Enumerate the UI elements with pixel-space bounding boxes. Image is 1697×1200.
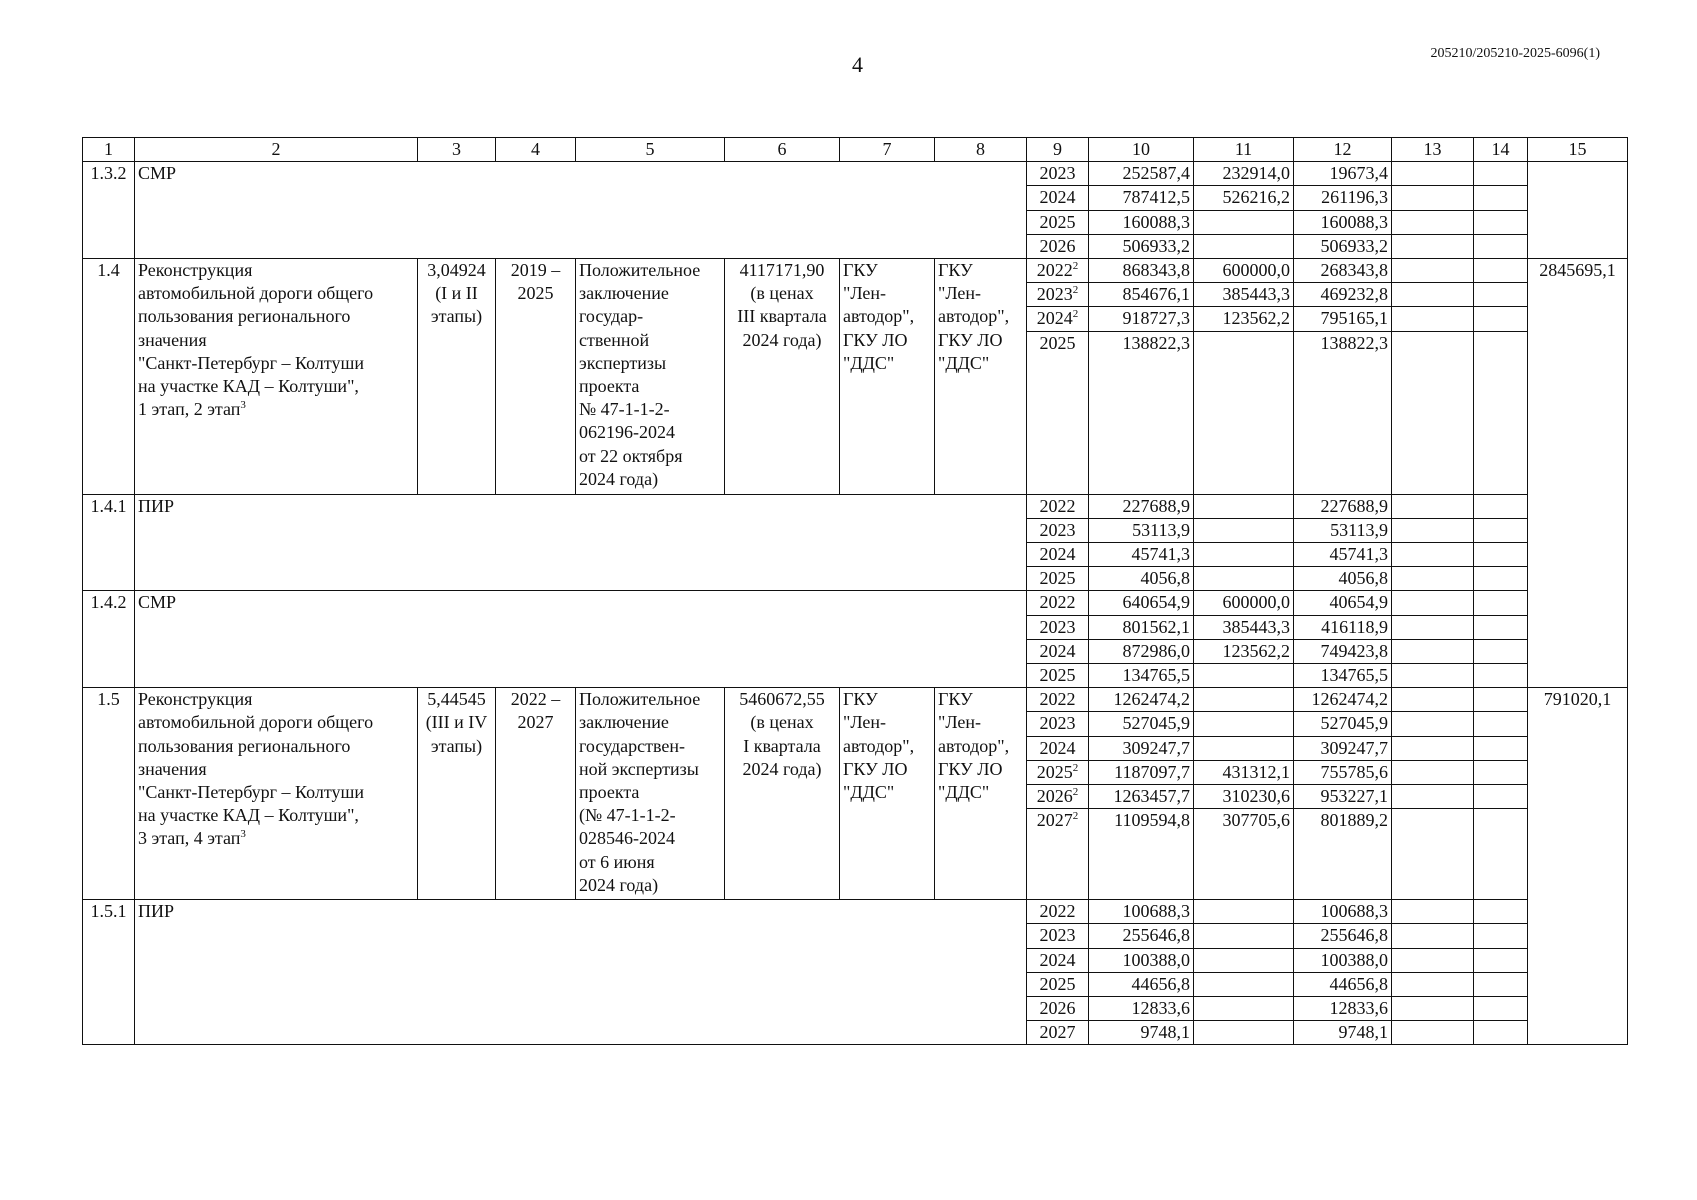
amount-c11 — [1194, 997, 1294, 1021]
amount-c13 — [1392, 591, 1474, 615]
amount-c12: 227688,9 — [1294, 494, 1392, 518]
year-cell: 2024 — [1027, 639, 1089, 663]
amount-c13 — [1392, 736, 1474, 760]
amount-c11: 600000,0 — [1194, 259, 1294, 283]
amount-c10: 918727,3 — [1089, 307, 1194, 331]
amount-c11 — [1194, 234, 1294, 258]
column-number-row — [83, 138, 1628, 162]
amount-c11 — [1194, 688, 1294, 712]
amount-c10: 134765,5 — [1089, 664, 1194, 688]
amount-c10: 1187097,7 — [1089, 760, 1194, 784]
column-number: 10 — [1089, 138, 1194, 162]
year-cell: 2024 — [1027, 186, 1089, 210]
amount-c11: 307705,6 — [1194, 809, 1294, 900]
amount-c13 — [1392, 162, 1474, 186]
amount-c12: 261196,3 — [1294, 186, 1392, 210]
amount-c11 — [1194, 712, 1294, 736]
amount-c14 — [1474, 1021, 1528, 1045]
amount-c14 — [1474, 972, 1528, 996]
column-number: 9 — [1027, 138, 1089, 162]
item-code: 1.4 — [83, 259, 135, 495]
amount-c13 — [1392, 760, 1474, 784]
amount-c13 — [1392, 331, 1474, 494]
page-number: 4 — [852, 52, 863, 77]
amount-c11: 310230,6 — [1194, 785, 1294, 809]
amount-c14 — [1474, 591, 1528, 615]
year-cell: 2023 — [1027, 615, 1089, 639]
table-row — [83, 259, 1628, 283]
amount-c14 — [1474, 307, 1528, 331]
year-cell: 2023 — [1027, 162, 1089, 186]
footnote-mark: 2 — [1072, 308, 1079, 321]
amount-c10: 100388,0 — [1089, 948, 1194, 972]
table-row — [83, 900, 1628, 924]
amount-c10: 854676,1 — [1089, 283, 1194, 307]
amount-c14 — [1474, 186, 1528, 210]
amount-c10: 801562,1 — [1089, 615, 1194, 639]
amount-c11 — [1194, 494, 1294, 518]
amount-c12: 19673,4 — [1294, 162, 1392, 186]
amount-c13 — [1392, 307, 1474, 331]
year-cell: 2022 — [1027, 900, 1089, 924]
amount-c12: 134765,5 — [1294, 664, 1392, 688]
amount-c13 — [1392, 639, 1474, 663]
column-number: 12 — [1294, 138, 1392, 162]
amount-c10: 252587,4 — [1089, 162, 1194, 186]
column-number: 3 — [418, 138, 496, 162]
amount-c13 — [1392, 972, 1474, 996]
amount-c12: 100388,0 — [1294, 948, 1392, 972]
amount-c10: 1262474,2 — [1089, 688, 1194, 712]
amount-c12: 40654,9 — [1294, 591, 1392, 615]
amount-c14 — [1474, 283, 1528, 307]
amount-c11: 123562,2 — [1194, 639, 1294, 663]
item-code: 1.5.1 — [83, 900, 135, 1045]
amount-c12: 9748,1 — [1294, 1021, 1392, 1045]
year-cell: 2023 — [1027, 924, 1089, 948]
amount-c12: 755785,6 — [1294, 760, 1392, 784]
amount-c14 — [1474, 494, 1528, 518]
year-cell: 2027 — [1027, 1021, 1089, 1045]
amount-c12: 1262474,2 — [1294, 688, 1392, 712]
amount-c11 — [1194, 1021, 1294, 1045]
year-cell: 2022 — [1027, 591, 1089, 615]
amount-c12: 45741,3 — [1294, 543, 1392, 567]
amount-c10: 255646,8 — [1089, 924, 1194, 948]
year-cell: 2025 — [1027, 972, 1089, 996]
amount-c14 — [1474, 948, 1528, 972]
year-cell: 2025 — [1027, 210, 1089, 234]
amount-c13 — [1392, 712, 1474, 736]
year-cell: 2024 — [1027, 736, 1089, 760]
amount-c11: 232914,0 — [1194, 162, 1294, 186]
amount-c15 — [1528, 162, 1628, 259]
amount-c11 — [1194, 948, 1294, 972]
column-number: 14 — [1474, 138, 1528, 162]
amount-c10: 45741,3 — [1089, 543, 1194, 567]
column-number: 15 — [1528, 138, 1628, 162]
amount-c14 — [1474, 210, 1528, 234]
amount-c12: 801889,2 — [1294, 809, 1392, 900]
amount-c15: 791020,1 — [1528, 688, 1628, 1045]
amount-c13 — [1392, 664, 1474, 688]
period-years: 2022 – 2027 — [496, 688, 576, 900]
amount-c11 — [1194, 518, 1294, 542]
year-cell: 2025$^2$ — [1027, 760, 1089, 784]
year-cell: 2023 — [1027, 518, 1089, 542]
amount-c13 — [1392, 210, 1474, 234]
amount-c11 — [1194, 543, 1294, 567]
amount-c12: 4056,8 — [1294, 567, 1392, 591]
item-name: СМР — [135, 591, 1027, 688]
amount-c11 — [1194, 664, 1294, 688]
amount-c10: 4056,8 — [1089, 567, 1194, 591]
amount-c13 — [1392, 494, 1474, 518]
amount-c13 — [1392, 283, 1474, 307]
column-number: 5 — [576, 138, 725, 162]
amount-c14 — [1474, 234, 1528, 258]
amount-c14 — [1474, 331, 1528, 494]
year-cell: 2026$^2$ — [1027, 785, 1089, 809]
amount-c13 — [1392, 1021, 1474, 1045]
year-cell: 2026 — [1027, 997, 1089, 1021]
document-id: 205210/205210-2025-6096(1) — [1430, 46, 1600, 61]
amount-c10: 872986,0 — [1089, 639, 1194, 663]
column-number: 6 — [725, 138, 840, 162]
year-cell: 2025 — [1027, 567, 1089, 591]
column-number: 1 — [83, 138, 135, 162]
amount-c13 — [1392, 259, 1474, 283]
amount-c14 — [1474, 543, 1528, 567]
contractor: ГКУ "Лен- автодор", ГКУ ЛО "ДДС" — [935, 688, 1027, 900]
year-cell: 2024$^2$ — [1027, 307, 1089, 331]
year-cell: 2022 — [1027, 494, 1089, 518]
amount-c12: 44656,8 — [1294, 972, 1392, 996]
footnote-mark: 2 — [1072, 761, 1079, 774]
item-code: 1.5 — [83, 688, 135, 900]
item-name: ПИР — [135, 494, 1027, 591]
amount-c10: 138822,3 — [1089, 331, 1194, 494]
year-cell: 2026 — [1027, 234, 1089, 258]
amount-c10: 787412,5 — [1089, 186, 1194, 210]
item-code: 1.4.1 — [83, 494, 135, 591]
footnote-mark: 2 — [1072, 810, 1079, 823]
table-row — [83, 591, 1628, 615]
amount-c12: 749423,8 — [1294, 639, 1392, 663]
item-code: 1.4.2 — [83, 591, 135, 688]
amount-c10: 506933,2 — [1089, 234, 1194, 258]
amount-c10: 9748,1 — [1089, 1021, 1194, 1045]
amount-c11 — [1194, 924, 1294, 948]
footnote-mark: 3 — [240, 828, 246, 841]
amount-c11: 385443,3 — [1194, 283, 1294, 307]
amount-c14 — [1474, 760, 1528, 784]
amount-c10: 868343,8 — [1089, 259, 1194, 283]
amount-c10: 227688,9 — [1089, 494, 1194, 518]
item-name: Реконструкция автомобильной дороги общего пользования регионального значения "Санкт-Петербург – Колтуши на участке КАД – Колтуши", 1 этап, 2 этап$^3$ — [135, 259, 418, 495]
year-cell: 2025 — [1027, 331, 1089, 494]
amount-c10: 160088,3 — [1089, 210, 1194, 234]
table-row — [83, 162, 1628, 186]
column-number: 8 — [935, 138, 1027, 162]
amount-c11 — [1194, 567, 1294, 591]
amount-c11: 600000,0 — [1194, 591, 1294, 615]
table-row — [83, 494, 1628, 518]
amount-c12: 953227,1 — [1294, 785, 1392, 809]
year-cell: 2025 — [1027, 664, 1089, 688]
amount-c15: 2845695,1 — [1528, 259, 1628, 688]
amount-c13 — [1392, 543, 1474, 567]
column-number: 4 — [496, 138, 576, 162]
amount-c12: 416118,9 — [1294, 615, 1392, 639]
expertise-conclusion: Положительное заключение государ- ственной экспертизы проекта № 47-1-1-2- 062196-2024 от 22 октября 2024 года) — [576, 259, 725, 495]
amount-c12: 53113,9 — [1294, 518, 1392, 542]
amount-c14 — [1474, 712, 1528, 736]
amount-c12: 506933,2 — [1294, 234, 1392, 258]
item-name: ПИР — [135, 900, 1027, 1045]
amount-c13 — [1392, 924, 1474, 948]
amount-c14 — [1474, 639, 1528, 663]
amount-c13 — [1392, 785, 1474, 809]
footnote-mark: 2 — [1072, 786, 1079, 799]
column-number: 11 — [1194, 138, 1294, 162]
amount-c11: 526216,2 — [1194, 186, 1294, 210]
amount-c12: 268343,8 — [1294, 259, 1392, 283]
amount-c13 — [1392, 688, 1474, 712]
amount-c14 — [1474, 615, 1528, 639]
expertise-conclusion: Положительное заключение государствен- ной экспертизы проекта (№ 47-1-1-2- 028546-2024 от 6 июня 2024 года) — [576, 688, 725, 900]
year-cell: 2023$^2$ — [1027, 283, 1089, 307]
amount-c12: 160088,3 — [1294, 210, 1392, 234]
amount-c10: 640654,9 — [1089, 591, 1194, 615]
column-number: 2 — [135, 138, 418, 162]
amount-c14 — [1474, 567, 1528, 591]
length-km: 3,04924 (I и II этапы) — [418, 259, 496, 495]
customer: ГКУ "Лен- автодор", ГКУ ЛО "ДДС" — [840, 259, 935, 495]
year-cell: 2024 — [1027, 543, 1089, 567]
amount-c13 — [1392, 997, 1474, 1021]
column-number: 7 — [840, 138, 935, 162]
amount-c13 — [1392, 809, 1474, 900]
amount-c14 — [1474, 664, 1528, 688]
column-number: 13 — [1392, 138, 1474, 162]
amount-c12: 138822,3 — [1294, 331, 1392, 494]
year-cell: 2022$^2$ — [1027, 259, 1089, 283]
estimated-cost: 4117171,90 (в ценах III квартала 2024 года) — [725, 259, 840, 495]
length-km: 5,44545 (III и IV этапы) — [418, 688, 496, 900]
period-years: 2019 – 2025 — [496, 259, 576, 495]
amount-c11 — [1194, 210, 1294, 234]
amount-c14 — [1474, 997, 1528, 1021]
item-name: СМР — [135, 162, 1027, 259]
amount-c10: 527045,9 — [1089, 712, 1194, 736]
amount-c14 — [1474, 162, 1528, 186]
amount-c10: 53113,9 — [1089, 518, 1194, 542]
amount-c14 — [1474, 688, 1528, 712]
amount-c13 — [1392, 567, 1474, 591]
amount-c13 — [1392, 900, 1474, 924]
amount-c12: 469232,8 — [1294, 283, 1392, 307]
year-cell: 2023 — [1027, 712, 1089, 736]
footnote-mark: 3 — [240, 399, 246, 412]
amount-c11: 385443,3 — [1194, 615, 1294, 639]
amount-c12: 100688,3 — [1294, 900, 1392, 924]
amount-c10: 12833,6 — [1089, 997, 1194, 1021]
amount-c11 — [1194, 972, 1294, 996]
amount-c11 — [1194, 900, 1294, 924]
amount-c14 — [1474, 809, 1528, 900]
amount-c10: 1109594,8 — [1089, 809, 1194, 900]
amount-c12: 309247,7 — [1294, 736, 1392, 760]
amount-c14 — [1474, 785, 1528, 809]
amount-c10: 1263457,7 — [1089, 785, 1194, 809]
year-cell: 2022 — [1027, 688, 1089, 712]
amount-c10: 44656,8 — [1089, 972, 1194, 996]
amount-c14 — [1474, 900, 1528, 924]
estimated-cost: 5460672,55 (в ценах I квартала 2024 года) — [725, 688, 840, 900]
amount-c12: 527045,9 — [1294, 712, 1392, 736]
program-table — [82, 137, 1628, 1045]
amount-c12: 795165,1 — [1294, 307, 1392, 331]
amount-c14 — [1474, 736, 1528, 760]
item-name: Реконструкция автомобильной дороги общего пользования регионального значения "Санкт-Петербург – Колтуши на участке КАД – Колтуши", 3 этап, 4 этап$^3$ — [135, 688, 418, 900]
table-row — [83, 688, 1628, 712]
amount-c14 — [1474, 518, 1528, 542]
amount-c13 — [1392, 948, 1474, 972]
footnote-mark: 2 — [1072, 260, 1079, 273]
amount-c11 — [1194, 331, 1294, 494]
amount-c14 — [1474, 259, 1528, 283]
customer: ГКУ "Лен- автодор", ГКУ ЛО "ДДС" — [840, 688, 935, 900]
contractor: ГКУ "Лен- автодор", ГКУ ЛО "ДДС" — [935, 259, 1027, 495]
amount-c11: 123562,2 — [1194, 307, 1294, 331]
year-cell: 2024 — [1027, 948, 1089, 972]
year-cell: 2027$^2$ — [1027, 809, 1089, 900]
amount-c13 — [1392, 234, 1474, 258]
amount-c13 — [1392, 186, 1474, 210]
amount-c12: 12833,6 — [1294, 997, 1392, 1021]
amount-c12: 255646,8 — [1294, 924, 1392, 948]
amount-c11: 431312,1 — [1194, 760, 1294, 784]
item-code: 1.3.2 — [83, 162, 135, 259]
footnote-mark: 2 — [1072, 284, 1079, 297]
amount-c14 — [1474, 924, 1528, 948]
amount-c13 — [1392, 518, 1474, 542]
amount-c10: 100688,3 — [1089, 900, 1194, 924]
amount-c13 — [1392, 615, 1474, 639]
amount-c11 — [1194, 736, 1294, 760]
amount-c10: 309247,7 — [1089, 736, 1194, 760]
